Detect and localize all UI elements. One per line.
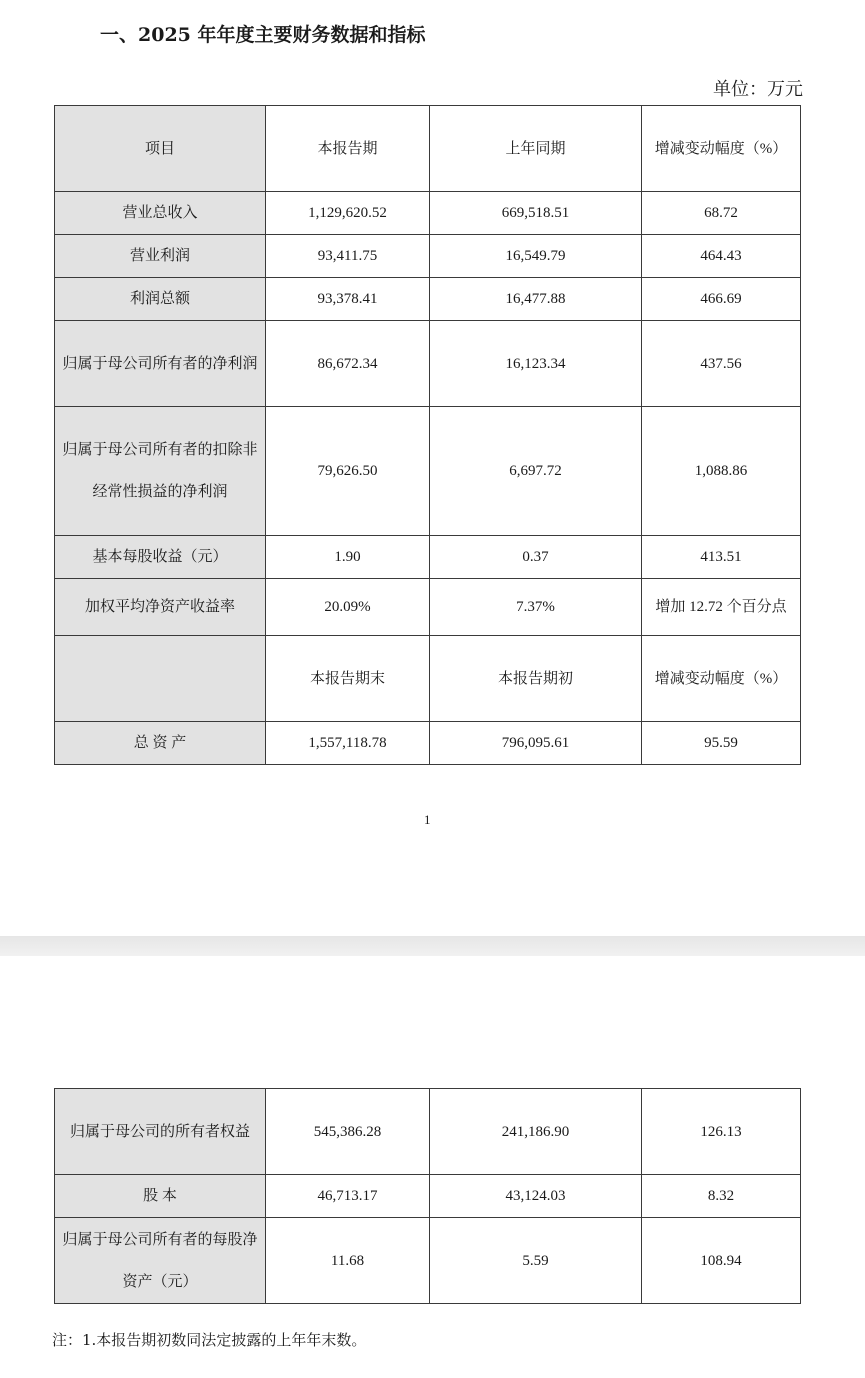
table-cell: 437.56 [642, 321, 801, 407]
footnote: 注：1.本报告期初数同法定披露的上年年末数。 [52, 1331, 367, 1349]
table-cell: 545,386.28 [266, 1089, 430, 1175]
table-cell: 1.90 [266, 536, 430, 579]
row-label: 营业利润 [55, 235, 266, 278]
header-cell: 本报告期末 [266, 636, 430, 722]
table-cell: 11.68 [266, 1218, 430, 1304]
row-label: 基本每股收益（元） [55, 536, 266, 579]
table-cell: 108.94 [642, 1218, 801, 1304]
table-cell: 95.59 [642, 722, 801, 765]
table-cell: 68.72 [642, 192, 801, 235]
row-label: 利润总额 [55, 278, 266, 321]
table-cell: 20.09% [266, 579, 430, 636]
table-cell: 1,557,118.78 [266, 722, 430, 765]
table-cell: 413.51 [642, 536, 801, 579]
table-row [55, 1089, 801, 1175]
row-label: 归属于母公司所有者的净利润 [55, 321, 266, 407]
row-label: 营业总收入 [55, 192, 266, 235]
unit-label: 单位：万元 [713, 79, 803, 100]
header-cell: 增减变动幅度（%） [642, 106, 801, 192]
table-cell: 464.43 [642, 235, 801, 278]
table-cell: 0.37 [430, 536, 642, 579]
table-row [55, 536, 801, 579]
header-cell: 上年同期 [430, 106, 642, 192]
row-label: 股 本 [55, 1175, 266, 1218]
header-cell: 本报告期初 [430, 636, 642, 722]
table-cell: 8.32 [642, 1175, 801, 1218]
table-cell: 466.69 [642, 278, 801, 321]
table-cell: 5.59 [430, 1218, 642, 1304]
table-row [55, 321, 801, 407]
page-break [0, 936, 865, 956]
table-cell: 126.13 [642, 1089, 801, 1175]
row-label: 归属于母公司所有者的每股净资产（元） [55, 1218, 266, 1304]
table-cell: 43,124.03 [430, 1175, 642, 1218]
table-row [55, 192, 801, 235]
financial-table-1 [54, 105, 801, 765]
financial-table-2 [54, 1088, 801, 1304]
table-cell: 1,129,620.52 [266, 192, 430, 235]
table-cell: 79,626.50 [266, 407, 430, 536]
table-header-row [55, 106, 801, 192]
table-cell: 增加 12.72 个百分点 [642, 579, 801, 636]
table-cell: 241,186.90 [430, 1089, 642, 1175]
header-cell: 本报告期 [266, 106, 430, 192]
header-cell: 项目 [55, 106, 266, 192]
row-label: 总 资 产 [55, 722, 266, 765]
row-label: 归属于母公司的所有者权益 [55, 1089, 266, 1175]
section-heading: 一、2025 年年度主要财务数据和指标 [100, 24, 426, 46]
page-number: 1 [424, 812, 431, 827]
table-row [55, 1175, 801, 1218]
table-cell: 796,095.61 [430, 722, 642, 765]
table-cell: 669,518.51 [430, 192, 642, 235]
table-cell: 1,088.86 [642, 407, 801, 536]
table-header-row [55, 636, 801, 722]
table-row [55, 722, 801, 765]
table-cell: 16,123.34 [430, 321, 642, 407]
table-cell: 93,411.75 [266, 235, 430, 278]
table-cell: 93,378.41 [266, 278, 430, 321]
table-cell: 6,697.72 [430, 407, 642, 536]
table-row [55, 1218, 801, 1304]
table-cell: 16,549.79 [430, 235, 642, 278]
row-label: 加权平均净资产收益率 [55, 579, 266, 636]
header-cell: 增减变动幅度（%） [642, 636, 801, 722]
header-cell [55, 636, 266, 722]
table-cell: 7.37% [430, 579, 642, 636]
table-row [55, 235, 801, 278]
table-cell: 46,713.17 [266, 1175, 430, 1218]
row-label: 归属于母公司所有者的扣除非经常性损益的净利润 [55, 407, 266, 536]
table-row [55, 579, 801, 636]
table-cell: 16,477.88 [430, 278, 642, 321]
table-cell: 86,672.34 [266, 321, 430, 407]
table-row [55, 278, 801, 321]
table-row [55, 407, 801, 536]
